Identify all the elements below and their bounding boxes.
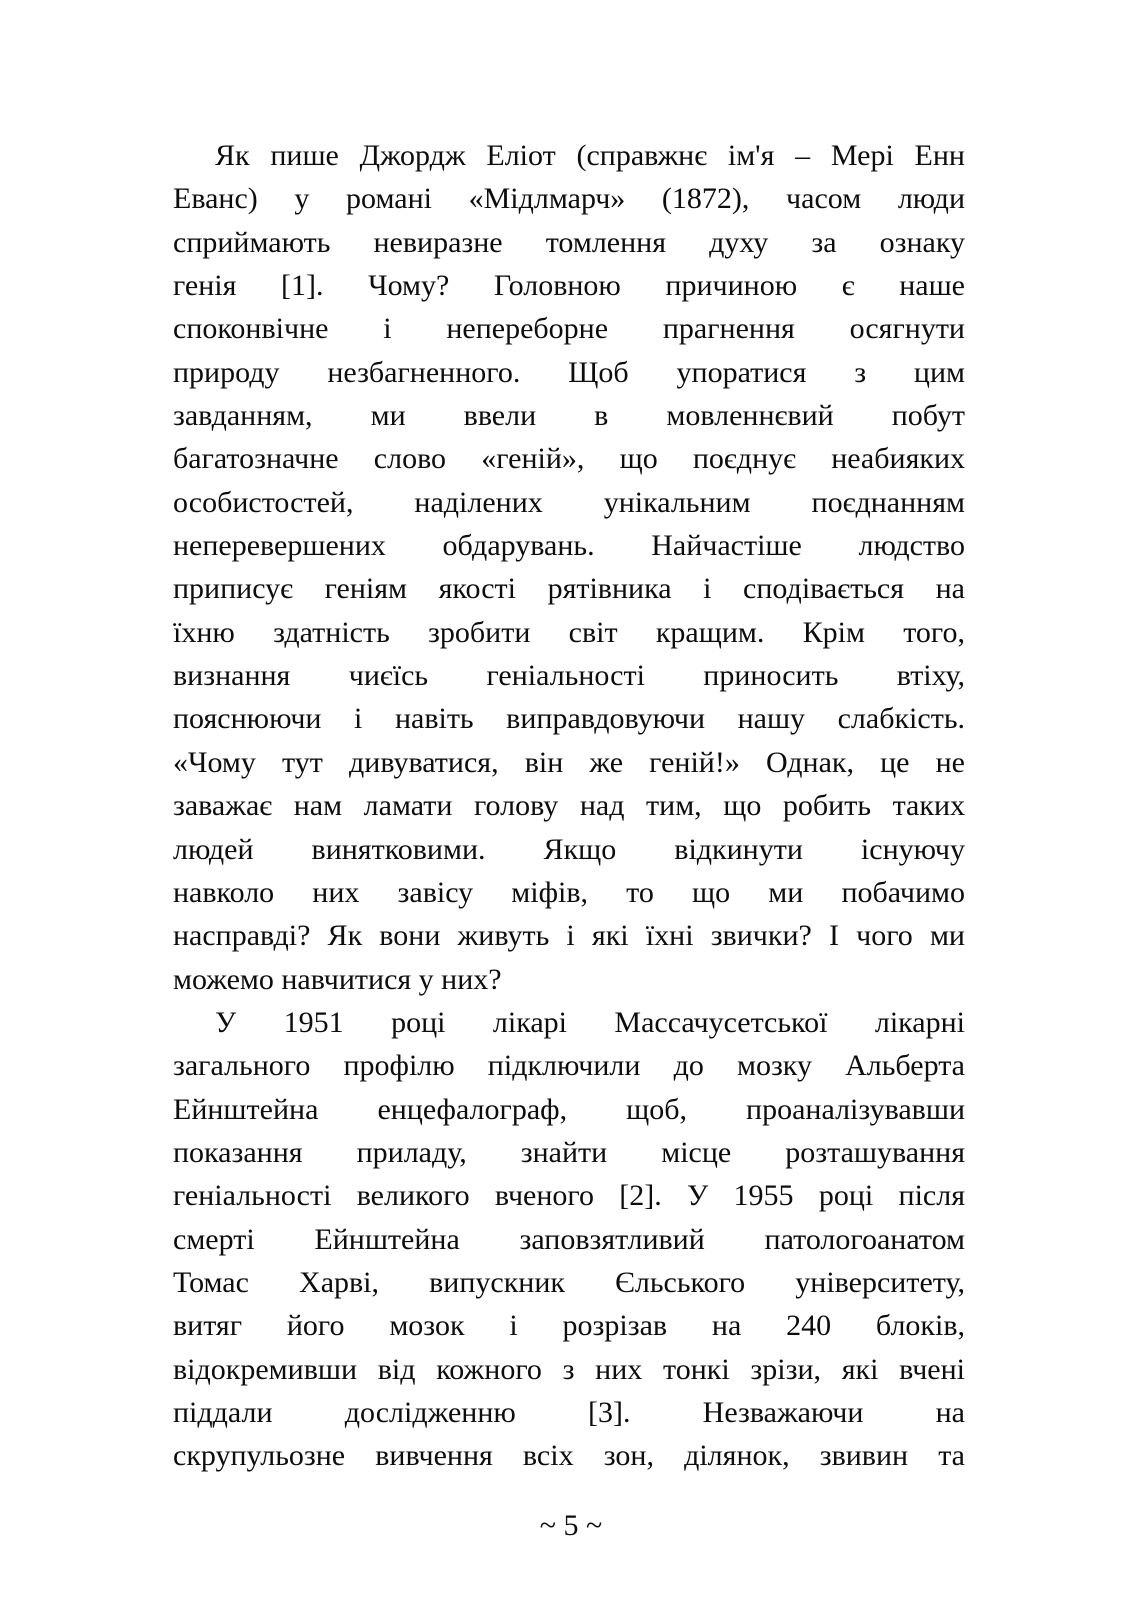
text-line: природу незбагненного. Щоб упоратися з цим [173, 355, 965, 389]
text-line: геніальності великого вченого [2]. У 1955 році після [173, 1179, 965, 1213]
text-line: їхню здатність зробити світ кращим. Крім того, [173, 615, 965, 649]
text-line: Томас Харві, випускник Єльського університету, [173, 1265, 965, 1299]
text-line: завданням, ми ввели в мовленнєвий побут [173, 399, 965, 433]
text-block [173, 134, 965, 1478]
text-line: особистостей, наділених унікальним поєднанням [173, 485, 965, 519]
text-line: Еванс) у романі «Мідлмарч» (1872), часом люди [173, 182, 965, 216]
text-line: загального профілю підключили до мозку Альберта [173, 1049, 965, 1083]
text-line: «Чому тут дивуватися, він же геній!» Однак, це не [173, 745, 965, 779]
text-line: У 1951 році лікарі Массачусетської лікарні [215, 1005, 965, 1039]
text-line: приписує геніям якості рятівника і сподівається на [173, 572, 965, 606]
text-line: генія [1]. Чому? Головною причиною є наше [173, 269, 965, 303]
text-line: скрупульозне вивчення всіх зон, ділянок, звивин та [173, 1439, 965, 1473]
text-line: смерті Ейнштейна заповзятливий патологоанатом [173, 1222, 965, 1256]
text-line: людей винятковими. Якщо відкинути існуючу [173, 832, 965, 866]
text-line: насправді? Як вони живуть і які їхні звички? І чого ми [173, 919, 965, 953]
text-line: заважає нам ламати голову над тим, що робить таких [173, 789, 965, 823]
text-line: багатозначне слово «геній», що поєднує неабияких [173, 442, 965, 476]
text-line: витяг його мозок і розрізав на 240 блоків, [173, 1309, 965, 1343]
text-line: відокремивши від кожного з них тонкі зрізи, які вчені [173, 1352, 965, 1386]
text-line: можемо навчитися у них? [173, 962, 502, 996]
text-line: показання приладу, знайти місце розташування [173, 1135, 965, 1169]
text-line: неперевершених обдарувань. Найчастіше людство [173, 529, 965, 563]
page-number: ~ 5 ~ [539, 1509, 603, 1542]
text-line: сприймають невиразне томлення духу за ознаку [173, 225, 965, 259]
text-line: визнання чиєїсь геніальності приносить втіху, [173, 659, 965, 693]
text-line: навколо них завісу міфів, то що ми побачимо [173, 875, 965, 909]
text-line: Ейнштейна енцефалограф, щоб, проаналізувавши [173, 1092, 965, 1126]
text-line: пояснюючи і навіть виправдовуючи нашу слабкість. [173, 702, 965, 736]
text-line: Як пише Джордж Еліот (справжнє ім'я – Мері Енн [215, 139, 965, 172]
text-line: споконвічне і непереборне прагнення осягнути [173, 312, 965, 346]
text-line: піддали дослідженню [3]. Незважаючи на [173, 1395, 965, 1429]
